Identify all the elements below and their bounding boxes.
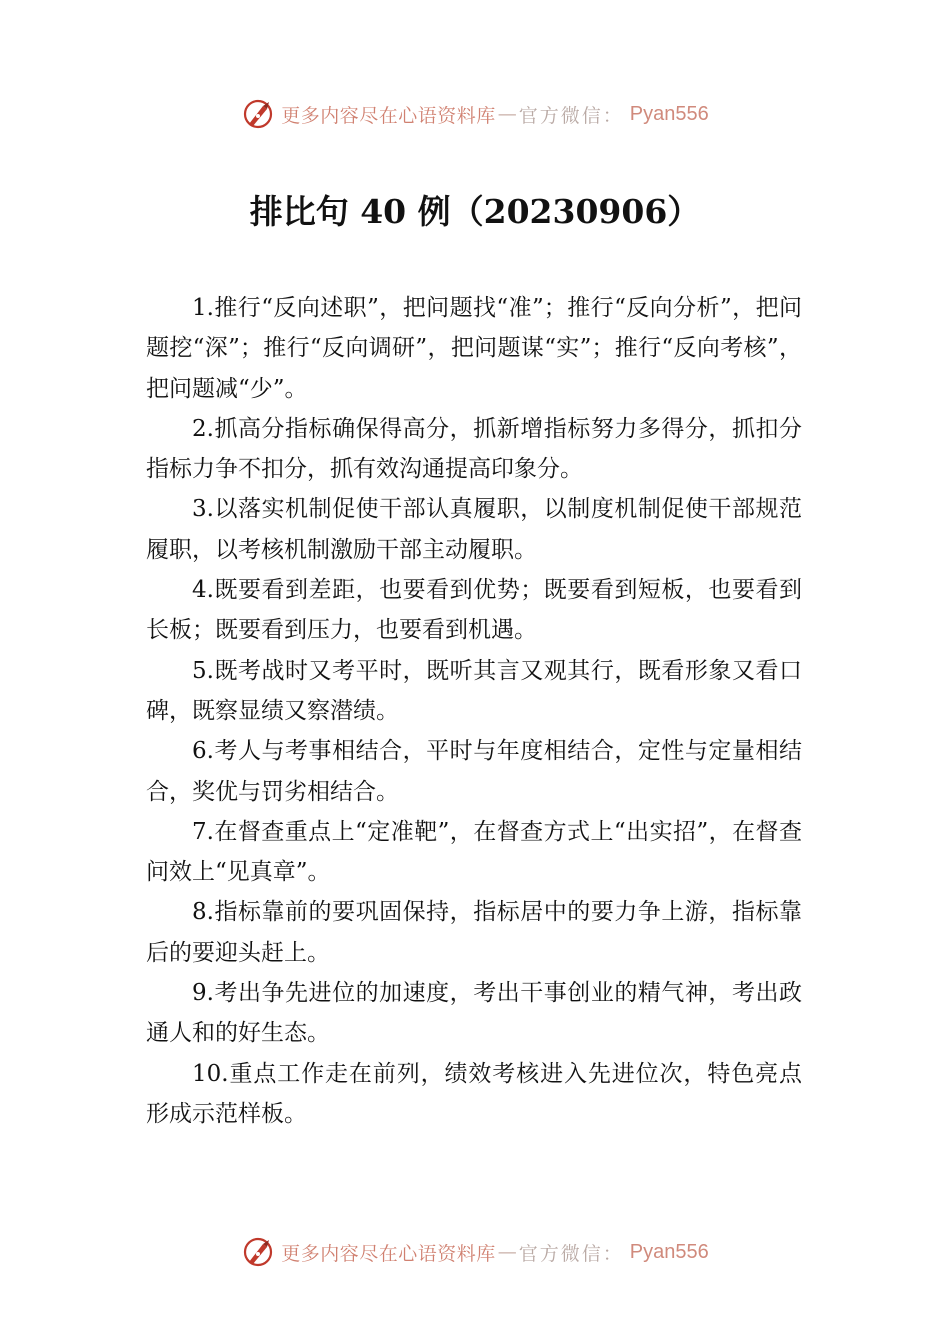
paragraph-9: 9.考出争先进位的加速度，考出干事创业的精气神，考出政通人和的好生态。: [146, 980, 802, 1047]
paragraph-6: 6.考人与考事相结合，平时与年度相结合，定性与定量相结合，奖优与罚劣相结合。: [146, 738, 802, 805]
paragraph-1: 1.推行“反向述职”，把问题找“准”；推行“反向分析”，把问题挖“深”；推行“反向调研”，把问题谋“实”；推行“反向考核”，把问题减“少”。: [146, 295, 802, 402]
header-banner: [0, 94, 950, 134]
pen-nib-in-circle-icon: [241, 97, 275, 131]
banner-dash: —: [497, 1241, 517, 1263]
banner-slogan: 更多内容尽在心语资料库: [281, 1242, 496, 1265]
document-body: [146, 288, 802, 1134]
paragraph-2: 2.抓高分指标确保得高分，抓新增指标努力多得分，抓扣分指标力争不扣分，抓有效沟通提高印象分。: [146, 415, 802, 483]
document-title: 排比句 40 例（20230906）: [249, 192, 701, 231]
paragraph-8: 8.指标靠前的要巩固保持，指标居中的要力争上游，指标靠后的要迎头赶上。: [146, 899, 802, 966]
pen-nib-in-circle-icon: [241, 1235, 275, 1269]
banner-slogan: 更多内容尽在心语资料库: [281, 104, 496, 127]
paragraph-3: 3.以落实机制促使干部认真履职，以制度机制促使干部规范履职，以考核机制激励干部主动履职。: [146, 496, 802, 563]
banner-wechat-id: Pyan556: [629, 102, 709, 125]
paragraph-4: 4.既要看到差距，也要看到优势；既要看到短板，也要看到长板；既要看到压力，也要看到机遇。: [146, 577, 802, 644]
paragraph-10: 10.重点工作走在前列，绩效考核进入先进位次，特色亮点形成示范样板。: [146, 1060, 802, 1127]
banner-dash: —: [497, 103, 517, 125]
paragraph-5: 5.既考战时又考平时，既听其言又观其行，既看形象又看口碑，既察显绩又察潜绩。: [146, 657, 802, 724]
banner-wechat-label: 官方微信：: [518, 104, 624, 127]
banner-wechat-label: 官方微信：: [518, 1242, 624, 1265]
paragraph-7: 7.在督查重点上“定准靶”，在督查方式上“出实招”，在督查问效上“见真章”。: [146, 818, 802, 886]
footer-banner: [0, 1232, 950, 1272]
banner-wechat-id: Pyan556: [629, 1240, 709, 1263]
